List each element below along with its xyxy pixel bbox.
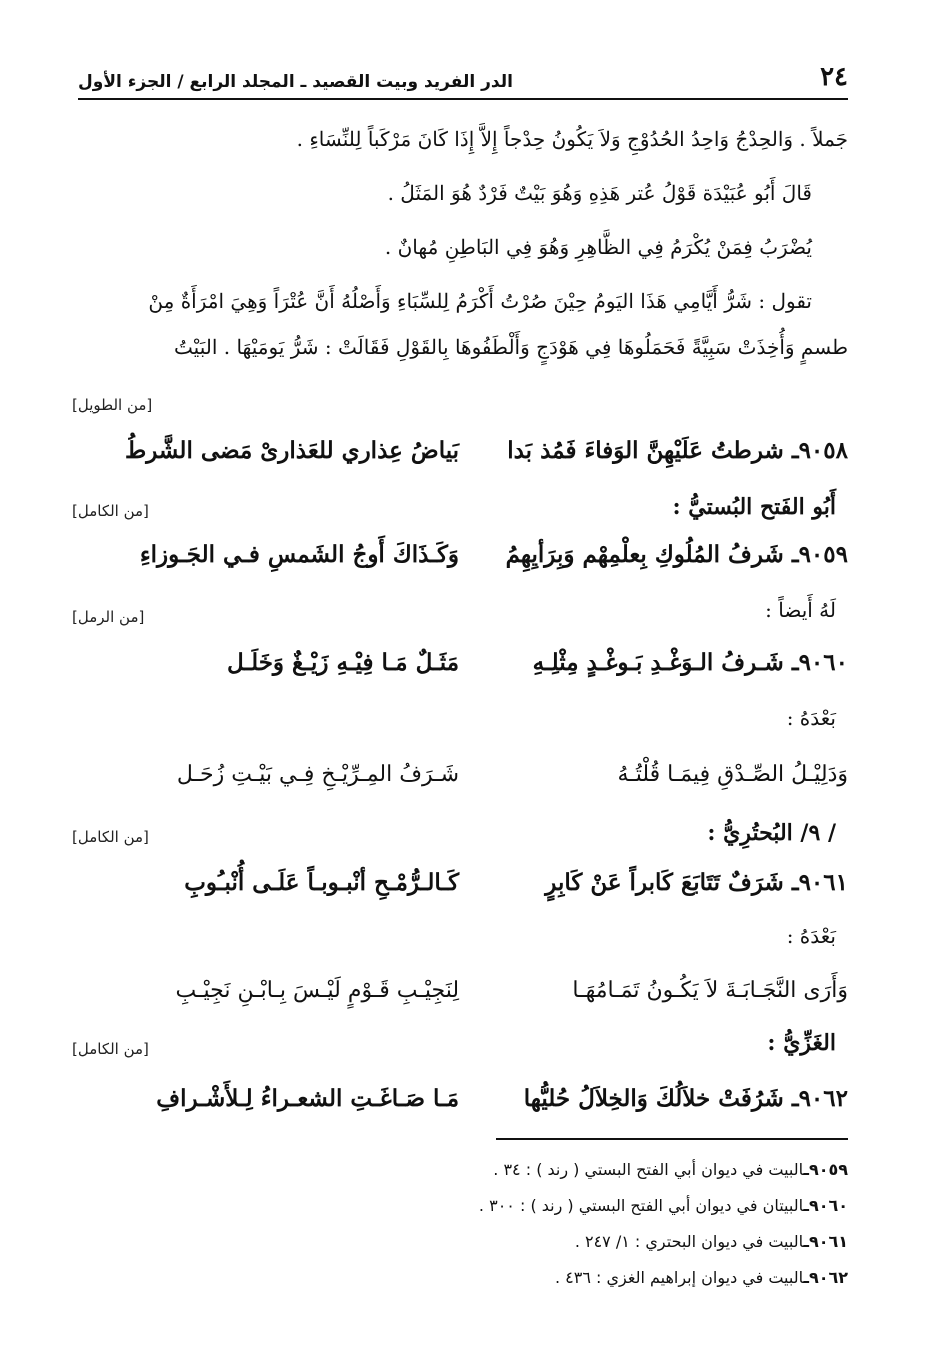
meter-label: [من الكامل]	[72, 1040, 149, 1058]
prose-line-2: قَالَ أَبُو عُبَيْدَة قَوْلُ عُتر هَذِهِ وَهُوَ بَيْتٌ فَرْدٌ هُوَ المَثَلُ .	[387, 181, 812, 205]
poet-name: بَعْدَهُ :	[786, 706, 836, 730]
verse-second-hemistich: بَياضُ عِذاري للعَذارىْ مَضى الشَّرطُ	[124, 436, 460, 464]
hemistich-text: شرطتُ عَلَيْهِنَّ الوَفاءَ فَمُذ بَدا	[507, 436, 784, 464]
hemistich-text: شَرفُ المُلُوكِ بِعلْمِهْم وَبِرَأيِهِمُ	[505, 540, 784, 568]
poet-name: لَهُ أَيضاً :	[765, 598, 836, 622]
poet-name: / ٩/ البُحتُرِيُّ :	[707, 820, 836, 846]
footnote	[200, 1232, 848, 1251]
verse-number: ٩٠٥٨ـ	[791, 436, 848, 464]
verse-9058	[100, 428, 848, 472]
running-title: الدر الفريد وبيت القصيد ـ المجلد الرابع / الجزء الأول	[78, 72, 513, 92]
verse-second-hemistich: كَـالـرُّمْـحِ أنْبـوبـاً عَلَـى أُنْبـُوبِ	[184, 868, 460, 896]
meter-label: [من الكامل]	[72, 502, 149, 520]
footnote-text: البيت في ديوان البحتري : ١/ ٢٤٧ .	[574, 1232, 804, 1251]
verse-first-hemistich	[459, 541, 848, 568]
verse-second-hemistich: مَثَـلٌ مَـا فِيْـهِ زَيْـغٌ وَخَلَـل	[226, 648, 460, 676]
verse-number: ٩٠٦٠ـ	[791, 648, 848, 676]
footnote-number: ٩٠٦١ـ	[803, 1232, 848, 1251]
verse-second-hemistich: لِنَجِيْـبِ قَـوْمٍ لَيْـسَ بِـابْـنِ نَجِيْـبِ	[175, 977, 460, 1003]
verse-second-hemistich: مَـا صَـاغَـتِ الشعـراءُ لِـلأَشْـرافِ	[156, 1084, 460, 1112]
header-rule	[78, 98, 848, 100]
footnote	[200, 1160, 848, 1179]
meter-label: [من الكامل]	[72, 828, 149, 846]
verse-first-hemistich	[459, 869, 848, 896]
prose-line-1: جَملاً . وَالحِدْجُ وَاحِدُ الحُدُوْجِ وَلاَ يَكُونُ حِدْجاً إِلاَّ إِذَا كَانَ مَرْكَباً لِلنِّسَاءِ .	[296, 127, 848, 151]
verse-first-hemistich	[459, 1085, 848, 1112]
verse-second-hemistich: وَكَـذَاكَ أَوجُ الشَمسِ فـي الجَـوزاءِ	[139, 540, 460, 568]
prose-line-3: يُضْرَبُ فِمَنْ يُكْرَمُ فِي الظَّاهِرِ وَهُوَ فِي البَاطِنِ مُهانٌ .	[384, 235, 812, 259]
prose-line-4: تقول : شَرُّ أَيَّامِي هَذَا اليَومُ حِيْنَ صُرْتُ أَكْرَمُ لِلسِّبَاءِ وَأَصْلُهُ أَنَّ عُتْرَاً وَهِيَ امْرَأَةٌ مِنْ	[148, 289, 812, 313]
verse-9062	[100, 1076, 848, 1120]
footnote-text: البيتان في ديوان أبي الفتح البستي ( رند ) : ٣٠٠ .	[478, 1196, 804, 1215]
verse-number: ٩٠٦١ـ	[791, 868, 848, 896]
meter-label: [من الطويل]	[72, 396, 153, 414]
meter-label: [من الرمل]	[72, 608, 145, 626]
verse-9059	[100, 532, 848, 576]
verse-9061	[100, 860, 848, 904]
verse-first-hemistich	[459, 437, 848, 464]
verse-second-hemistich: شَـرَفُ المِـرِّيْـخِ فِـي بَيْـتِ زُحَـل	[176, 761, 460, 787]
verse-continuation	[100, 968, 848, 1012]
verse-first-hemistich: وَأَرَى النَّجَـابَـةَ لاَ يَكُـونُ تَمَـامُهَـا	[572, 977, 848, 1003]
page-number: ٢٤	[820, 62, 848, 92]
poet-name: بَعْدَهُ :	[786, 924, 836, 948]
verse-first-hemistich	[459, 649, 848, 676]
footnote	[200, 1268, 848, 1287]
hemistich-text: شَـرفُ الـوَغْـدِ بَـوغْـدٍ مِثْلِـهِ	[532, 648, 784, 676]
footnote-number: ٩٠٥٩ـ	[803, 1160, 848, 1179]
prose-line-5: طسمٍ وَأُخِذَتْ سَبِيَّةً فَحَمَلُوهَا فِي هَوْدَجٍ وَأَلْطَفُوهَا بِالقَوْلِ فَقَالَتْ : شَرُّ يَومَيْهَا . البَيْتُ	[174, 335, 848, 359]
footnote-number: ٩٠٦٠ـ	[803, 1196, 848, 1215]
poet-name: الغَزِّيُّ :	[767, 1030, 836, 1056]
footnote-text: البيت في ديوان إبراهيم الغزي : ٤٣٦ .	[554, 1268, 804, 1287]
footnote-text: البيت في ديوان أبي الفتح البستي ( رند ) : ٣٤ .	[493, 1160, 804, 1179]
footnote-rule	[496, 1138, 848, 1140]
verse-number: ٩٠٦٢ـ	[791, 1084, 848, 1112]
page-header	[78, 52, 848, 92]
hemistich-text: شَرُفَتْ خلاَلُكَ وَالخِلاَلُ حُليُّها	[523, 1084, 784, 1112]
verse-number: ٩٠٥٩ـ	[791, 540, 848, 568]
footnote	[200, 1196, 848, 1215]
verse-9060	[100, 640, 848, 684]
hemistich-text: شَرَفٌ تَتَابَعَ كَابراً عَنْ كَابِرٍ	[545, 868, 784, 896]
verse-continuation	[100, 752, 848, 796]
verse-first-hemistich: وَدَلِيْـلُ الصِّـدْقِ فِيمَـا قُلْتُـهُ	[617, 761, 848, 787]
footnote-number: ٩٠٦٢ـ	[803, 1268, 848, 1287]
poet-name: أَبُو الفَتح البُستيُّ :	[672, 494, 836, 520]
